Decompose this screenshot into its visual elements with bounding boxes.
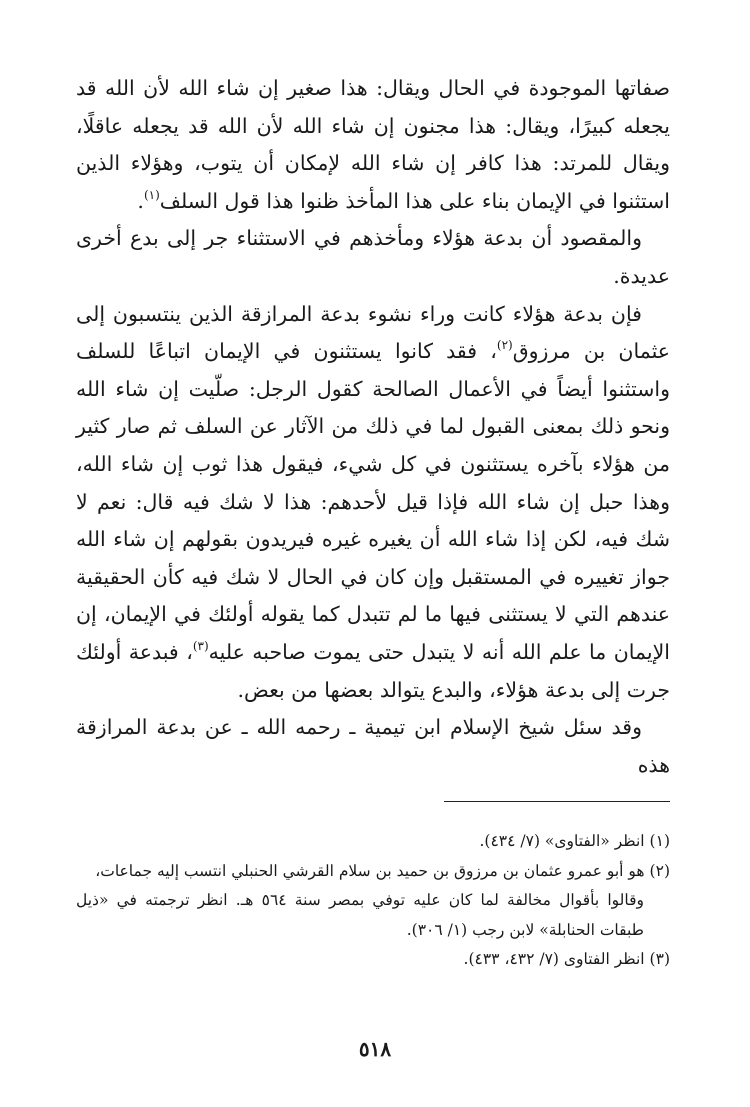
footnote-ref: (٢) <box>496 338 513 353</box>
footnote-ref: (٣) <box>192 638 209 653</box>
footnote-text: انظر «الفتاوى» (٧/ ٤٣٤). <box>479 832 645 850</box>
footnote-number: (١) <box>649 832 670 850</box>
paragraph-text: ، فقد كانوا يستثنون في الإيمان اتباعًا للسلف واستثنوا أيضاً في الأعمال الصالحة كقول الرجل: صلّيت إن شاء الله ونحو ذلك بمعنى القبول لما في ذلك من الآثار عن السلف ثم صار كثير من هؤلاء بآخره يستثنون في كل شيء، فيقول هذا ثوب إن شاء الله، وهذا حبل إن شاء الله فإذا قيل لأحدهم: هذا لا شك فيه قال: نعم لا شك فيه، لكن إذا شاء الله أن يغيره غيره فيريدون بقولهم إن شاء الله جواز تغييره في المستقبل وإن كان في الحال لا شك فيه كأن الحقيقية عندهم التي لا يستثنى فيها ما لم تتبدل كما يقوله أولئك في الإيمان، إن الإيمان ما علم الله أنه لا يتبدل حتى يموت صاحبه عليه <box>76 339 670 664</box>
paragraph-text: صفاتها الموجودة في الحال ويقال: هذا صغير إن شاء الله لأن الله قد يجعله كبيرًا، ويقال: هذا مجنون إن شاء الله لأن الله قد يجعله عاقلًا، ويقال للمرتد: هذا كافر إن شاء الله لإمكان أن يتوب، وهؤلاء الذين استثنوا في الإيمان بناء على هذا المأخذ ظنوا هذا قول السلف <box>76 76 670 213</box>
footnote-divider <box>444 801 670 802</box>
paragraph: والمقصود أن بدعة هؤلاء ومأخذهم في الاستثناء جر إلى بدع أخرى عديدة. <box>76 226 670 288</box>
main-text <box>76 70 670 784</box>
footnote-text-continued: وقالوا بأقوال مخالفة لما كان عليه توفي بمصر سنة ٥٦٤ هـ. انظر ترجمته في «ذيل طبقات الحنابلة» لابن رجب (١/ ٣٠٦). <box>76 891 645 939</box>
paragraph-text: ، فبدعة أولئك جرت إلى بدعة هؤلاء، والبدع يتوالد بعضها من بعض. <box>76 639 670 702</box>
paragraph: وقد سئل شيخ الإسلام ابن تيمية ـ رحمه الله ـ عن بدعة المرازقة هذه <box>76 715 670 777</box>
footnote <box>76 827 670 857</box>
paragraph: صفاتها الموجودة في الحال ويقال: هذا صغير إن شاء الله لأن الله قد يجعله كبيرًا، ويقال: هذا مجنون إن شاء الله لأن الله قد يجعله عاقلًا، ويقال للمرتد: هذا كافر إن شاء الله لإمكان أن يتوب، وهؤلاء الذين استثنوا في الإيمان بناء على هذا المأخذ ظنوا هذا قول السلف$^{(١)}$. <box>76 76 670 213</box>
footnote-ref: (١) <box>143 187 160 202</box>
footnotes <box>76 827 670 975</box>
footnote-text: هو أبو عمرو عثمان بن مرزوق بن حميد بن سلام القرشي الحنبلي انتسب إليه جماعات، <box>95 861 645 880</box>
footnote-number: (٣) <box>649 950 670 968</box>
footnote-text: انظر الفتاوى (٧/ ٤٣٢، ٤٣٣). <box>463 950 645 968</box>
footnote <box>76 857 670 946</box>
page-number: ٥١٨ <box>358 1037 392 1061</box>
footnote <box>76 945 670 975</box>
footnote-number: (٢) <box>649 861 670 880</box>
paragraph <box>76 296 670 710</box>
paragraph-text: فإن بدعة هؤلاء كانت وراء نشوء بدعة المرازقة الذين ينتسبون إلى عثمان بن مرزوق <box>76 301 670 364</box>
